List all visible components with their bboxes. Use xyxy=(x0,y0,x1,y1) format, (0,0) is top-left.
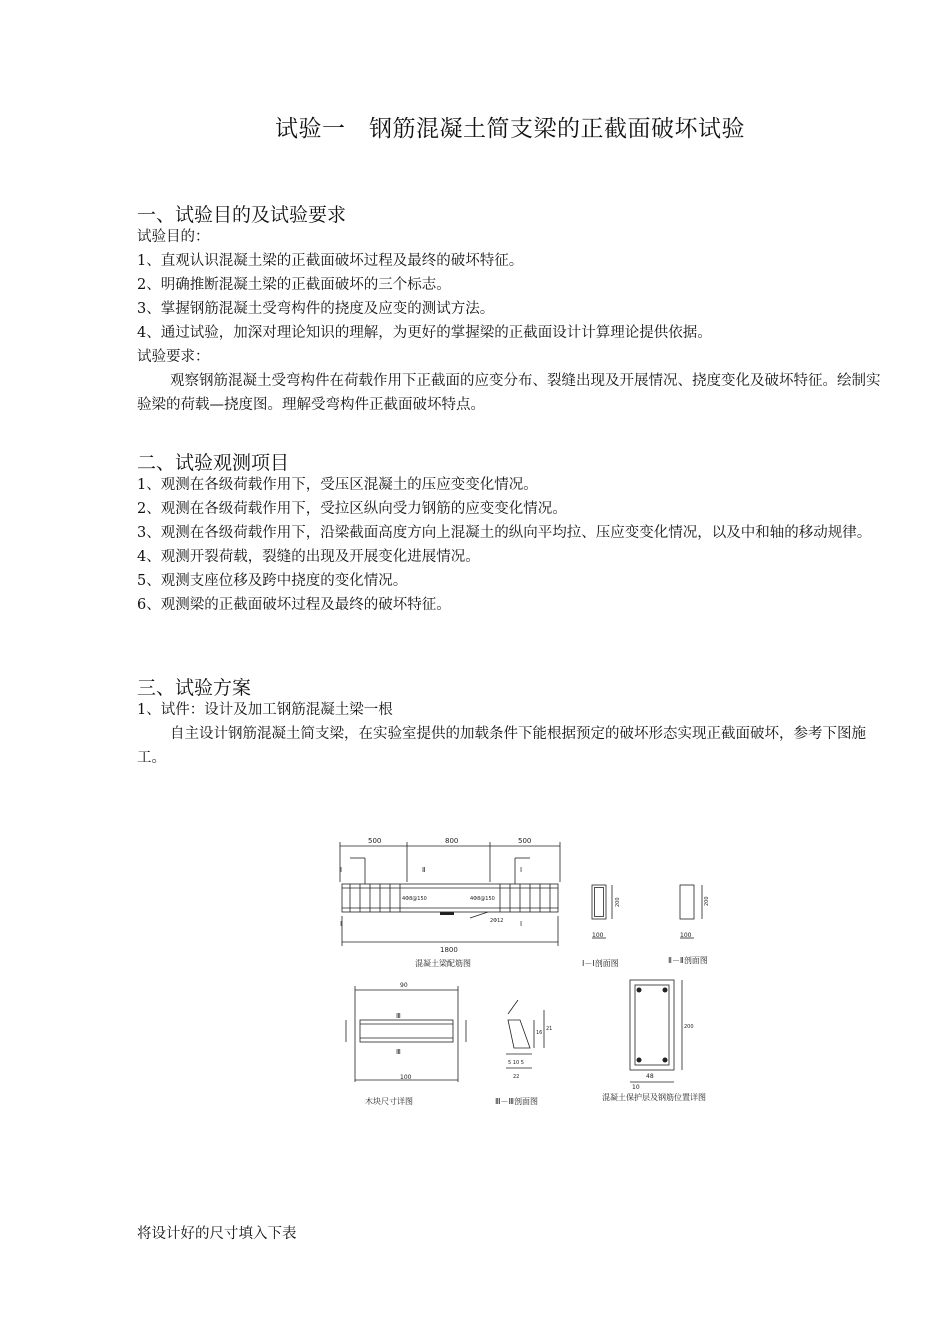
iii-dim-16: 16 xyxy=(536,1030,543,1036)
iii-dim-5105: 5 10 5 xyxy=(508,1060,524,1066)
dim-left: 500 xyxy=(368,837,382,845)
dim-right: 500 xyxy=(518,837,532,845)
observation-item: 4、观测开裂荷载，裂缝的出现及开展变化进展情况。 xyxy=(137,549,480,565)
purpose-item: 3、掌握钢筋混凝土受弯构件的挠度及应变的测试方法。 xyxy=(137,301,495,317)
sec1-width: 100 xyxy=(592,932,604,939)
section-3-body xyxy=(137,698,887,770)
wood-block-label: 木块尺寸详图 xyxy=(365,1097,413,1106)
requirement-label: 试验要求： xyxy=(137,349,210,365)
observation-item: 3、观测在各级荷载作用下，沿梁截面高度方向上混凝土的纵向平均拉、压应变变化情况，以及中和轴的移动规律。 xyxy=(137,525,872,541)
bar-label-bottom: 2Φ12 xyxy=(490,918,504,924)
cover-detail-label: 混凝土保护层及钢筋位置详图 xyxy=(602,1093,706,1102)
iii-dim-21: 21 xyxy=(546,1026,553,1032)
purpose-item: 2、明确推断混凝土梁的正截面破坏的三个标志。 xyxy=(137,277,451,293)
sec2-height: 200 xyxy=(704,896,710,906)
mark-I-right: Ⅰ xyxy=(520,866,523,874)
bar-label-left: 4Φ8@150 xyxy=(402,896,427,902)
purpose-item: 4、通过试验，加深对理论知识的理解，为更好的掌握梁的正截面设计计算理论提供依据。 xyxy=(137,325,712,341)
dim-total: 1800 xyxy=(440,946,458,954)
cover-dim-width: 48 xyxy=(646,1073,654,1080)
purpose-item: 1、直观认识混凝土梁的正截面破坏过程及最终的破坏特征。 xyxy=(137,253,524,269)
mark-III-top: Ⅲ xyxy=(396,1012,401,1020)
section-heading-1: 一、试验目的及试验要求 xyxy=(137,204,347,226)
cover-dim-height: 200 xyxy=(684,1024,694,1030)
specimen-item: 1、试件：设计及加工钢筋混凝土梁一根 xyxy=(137,702,393,718)
mark-II-center: Ⅱ xyxy=(422,866,426,874)
sec2-width: 100 xyxy=(680,932,692,939)
sec1-height: 200 xyxy=(615,897,621,907)
beam-drawing-label: 混凝土梁配筋图 xyxy=(415,959,471,968)
specimen-paragraph: 自主设计钢筋混凝土简支梁，在实验室提供的加载条件下能根据预定的破坏形态实现正截面破坏，参考下图施工。 xyxy=(137,726,866,766)
mark-I-left-bottom: Ⅰ xyxy=(340,920,343,928)
section-heading-3: 三、试验方案 xyxy=(137,677,252,699)
mark-III-bottom: Ⅲ xyxy=(396,1048,401,1056)
purpose-label: 试验目的： xyxy=(137,229,210,245)
section-heading-2: 二、试验观测项目 xyxy=(137,452,290,474)
iii-dim-22: 22 xyxy=(513,1074,520,1080)
section-2-body xyxy=(137,473,887,617)
page-title: 试验一 钢筋混凝土简支梁的正截面破坏试验 xyxy=(275,116,745,142)
observation-item: 2、观测在各级荷载作用下，受拉区纵向受力钢筋的应变变化情况。 xyxy=(137,501,567,517)
bar-label-right: 4Φ8@150 xyxy=(470,896,495,902)
requirement-text: 观察钢筋混凝土受弯构件在荷载作用下正截面的应变分布、裂缝出现及开展情况、挠度变化及破坏特征。绘制实验梁的荷载—挠度图。理解受弯构件正截面破坏特点。 xyxy=(137,373,881,413)
reinforcement-drawing xyxy=(320,830,740,1120)
cover-dim-10: 10 xyxy=(632,1084,640,1091)
table-instruction: 将设计好的尺寸填入下表 xyxy=(137,1226,297,1242)
observation-item: 6、观测梁的正截面破坏过程及最终的破坏特征。 xyxy=(137,597,451,613)
section-3-label: Ⅲ－Ⅲ剖面图 xyxy=(495,1097,539,1106)
section-1-label: Ⅰ－Ⅰ剖面图 xyxy=(582,959,619,968)
block-dim-bottom: 100 xyxy=(400,1074,412,1081)
section-2-label: Ⅱ－Ⅱ剖面图 xyxy=(668,956,708,965)
block-dim-top: 90 xyxy=(400,982,408,989)
mark-I-left: Ⅰ xyxy=(340,866,343,874)
dim-middle: 800 xyxy=(445,837,459,845)
section-1-body xyxy=(137,225,887,417)
observation-item: 1、观测在各级荷载作用下，受压区混凝土的压应变变化情况。 xyxy=(137,477,538,493)
observation-item: 5、观测支座位移及跨中挠度的变化情况。 xyxy=(137,573,408,589)
mark-I-right-bottom: Ⅰ xyxy=(520,920,523,928)
